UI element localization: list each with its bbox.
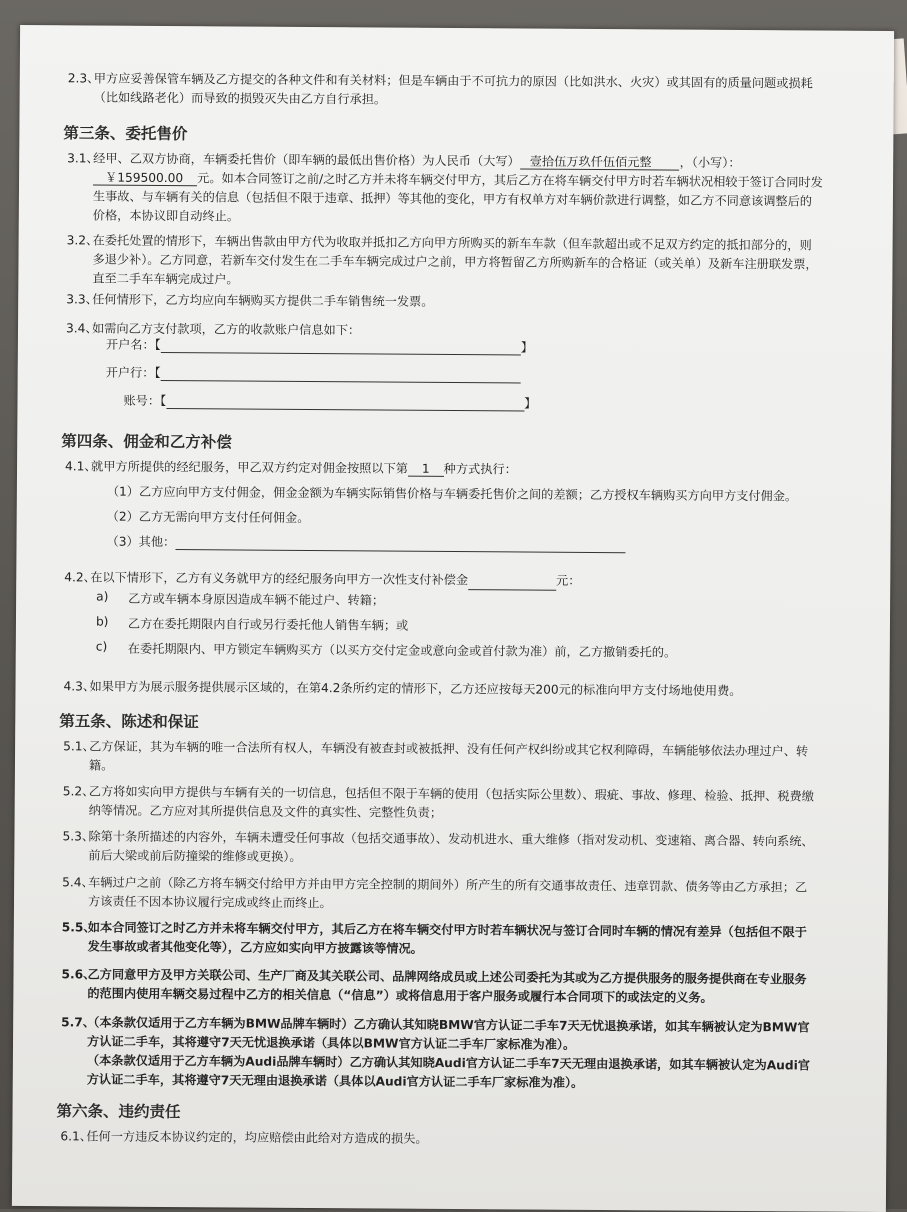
clause-4-3: 4.3、 如果甲方为展示服务提供展示区域的，在第4.2条所约定的情形下，乙方还应按每天200元的标准向甲方支付场地使用费。 [63,679,742,699]
clause-3-1: 3.1、 经甲、乙双方协商，车辆委托售价（即车辆的最低出售价格）为人民币（大写） 壹拾伍万玖仟伍佰元整 ，（小写）： ￥159500.00 元。如本合同签订之前/之时乙方并未将车辆交付甲方，其后乙方在将车辆交付甲方时若车辆状况相较于签订合同时发生事故、与车辆有关的信息（包括但不限于违章、抵押）等其他的变化，甲方有权单方对车辆价款进行调整，如乙方不同意该调整后的价格，本协议即自动终止。 [67,151,823,224]
condition-a-label: a) [96,589,109,604]
account-name-row: 开户名：【 】 [105,337,533,355]
clause-5-2: 5.2、 乙方将如实向甲方提供与车辆有关的一切信息，包括但不限于车辆的使用（包括实际公里数）、瑕疵、事故、修理、检验、抵押、税费缴纳等情况。乙方应对其所提供信息及文件的真实性、完整性负责； [62,784,814,820]
clause-6-1: 6.1、 任何一方违反本协议约定的，均应赔偿由此给对方造成的损失。 [60,1129,428,1146]
clause-5-5: 5.5、 如本合同签订之时乙方并未将车辆交付甲方，其后乙方在将车辆交付甲方时若车辆状况与签订合同时车辆的情况有差异（包括但不限于发生事故或者其他变化等），乙方应如实向甲方披露该等情况。 [61,920,807,956]
other-terms-field[interactable] [175,535,625,553]
commission-option-3: （3）其他： [106,533,625,554]
price-uppercase-field: 壹拾伍万玖仟伍佰元整 [520,154,680,170]
contract-page [12,25,894,1212]
clause-5-7: 5.7、 （本条款仅适用于乙方车辆为BMW品牌车辆时）乙方确认其知晓BMW官方认证二手车7天无忧退换承诺，如其车辆被认定为BMW官方认证二手车，其将遵守7天无忧退换承诺（具体以BMW官方认证二手车厂家标准为准）。 （本条款仅适用于乙方车辆为Audi品牌车辆时）乙方确认其知晓Audi官方认证二手车7天无理由退换承诺，如其车辆被认定为Audi官方认证二手车，其将遵守7天无理由退换承诺（具体以Audi官方认证二手车厂家标准为准）。 [61,1015,811,1090]
clause-5-1: 5.1、 乙方保证，其为车辆的唯一合法所有权人，车辆没有被查封或被抵押、没有任何产权纠纷或其它权利障碍，车辆能够依法办理过户、转籍。 [63,739,809,773]
section-3-heading: 第三条、委托售价 [63,124,188,144]
clause-3-3: 3.3、 任何情形下，乙方均应向车辆购买方提供二手车销售统一发票。 [66,292,434,309]
clause-4-2: 4.2、 在以下情形下，乙方有义务就甲方的经纪服务向甲方一次性支付补偿金 元： [64,568,820,592]
section-6-heading: 第六条、违约责任 [56,1102,181,1122]
clause-3-4: 3.4、 如需向乙方支付款项，乙方的收款账户信息如下： [65,321,361,338]
compensation-amount-field[interactable] [468,575,556,591]
commission-option-1: （1）乙方应向甲方支付佣金，佣金金额为车辆实际销售价格与车辆委托售价之间的差额；乙方授权车辆购买方向甲方支付佣金。 [106,484,798,504]
account-bank-row: 开户行：【 [106,364,521,384]
condition-c-label: c) [95,639,108,654]
commission-option-field: 1 [408,462,444,477]
clause-5-4: 5.4、 车辆过户之前（除乙方将车辆交付给甲方并由甲方完全控制的期间外）所产生的所有交通事故责任、违章罚款、债务等由乙方承担；乙方该责任不因本协议履行完成或终止而终止。 [62,875,808,911]
condition-c: 在委托期限内、甲方锁定车辆购买方（以买方交付定金或意向金或首付款为准）前，乙方撤销委托的。 [127,641,677,660]
commission-option-2: （2）乙方无需向甲方支付任何佣金。 [106,509,310,525]
price-lowercase-field: ￥159500.00 [93,170,197,186]
clause-4-1: 4.1、 就甲方所提供的经纪服务，甲乙双方约定对佣金按照以下第 1 种方式执行： [65,459,517,477]
clause-3-2: 3.2、 在委托处置的情形下，车辆出售款由甲方代为收取并抵扣乙方向甲方所购买的新车车款（但车款超出或不足双方约定的抵扣部分的，则多退少补）。乙方同意，若新车交付发生在二手车车辆完成过户之前，甲方将暂留乙方所购新车的合格证（或关单）及新车注册联发票，直至二手车车辆完成过户。 [66,233,818,287]
section-4-heading: 第四条、佣金和乙方补偿 [61,432,232,452]
section-5-heading: 第五条、陈述和保证 [59,712,199,732]
clause-5-6: 5.6、 乙方同意甲方及甲方关联公司、生产厂商及其关联公司、品牌网络成员或上述公司委托为其或为乙方提供服务的服务提供商在专业服务的范围内使用车辆交易过程中乙方的相关信息（“信息”）或将信息用于客户服务或履行本合同项下的或法定的义务。 [61,967,807,1005]
condition-a: 乙方或车辆本身原因造成车辆不能过户、转籍； [128,591,385,608]
clause-2-3: 2.3、 甲方应妥善保管车辆及乙方提交的各种文件和有关材料；但是车辆由于不可抗力的原因（比如洪水、火灾）或其固有的质量问题或损耗（比如线路老化）而导致的损毁灭失由乙方自行承担。 [67,71,813,107]
account-name-field[interactable] [161,352,521,356]
account-number-row: 账号：【 】 [123,393,537,411]
condition-b-label: b) [95,614,109,629]
condition-b: 乙方在委托期限内自行或另行委托他人销售车辆；或 [127,616,409,633]
account-bank-field[interactable] [160,380,520,384]
account-number-field[interactable] [166,408,524,411]
clause-5-3: 5.3、 除第十条所描述的内容外，车辆未遭受任何事故（包括交通事故）、发动机进水、重大维修（指对发动机、变速箱、离合器、转向系统、前后大梁或前后防撞梁的维修或更换）。 [62,829,814,864]
